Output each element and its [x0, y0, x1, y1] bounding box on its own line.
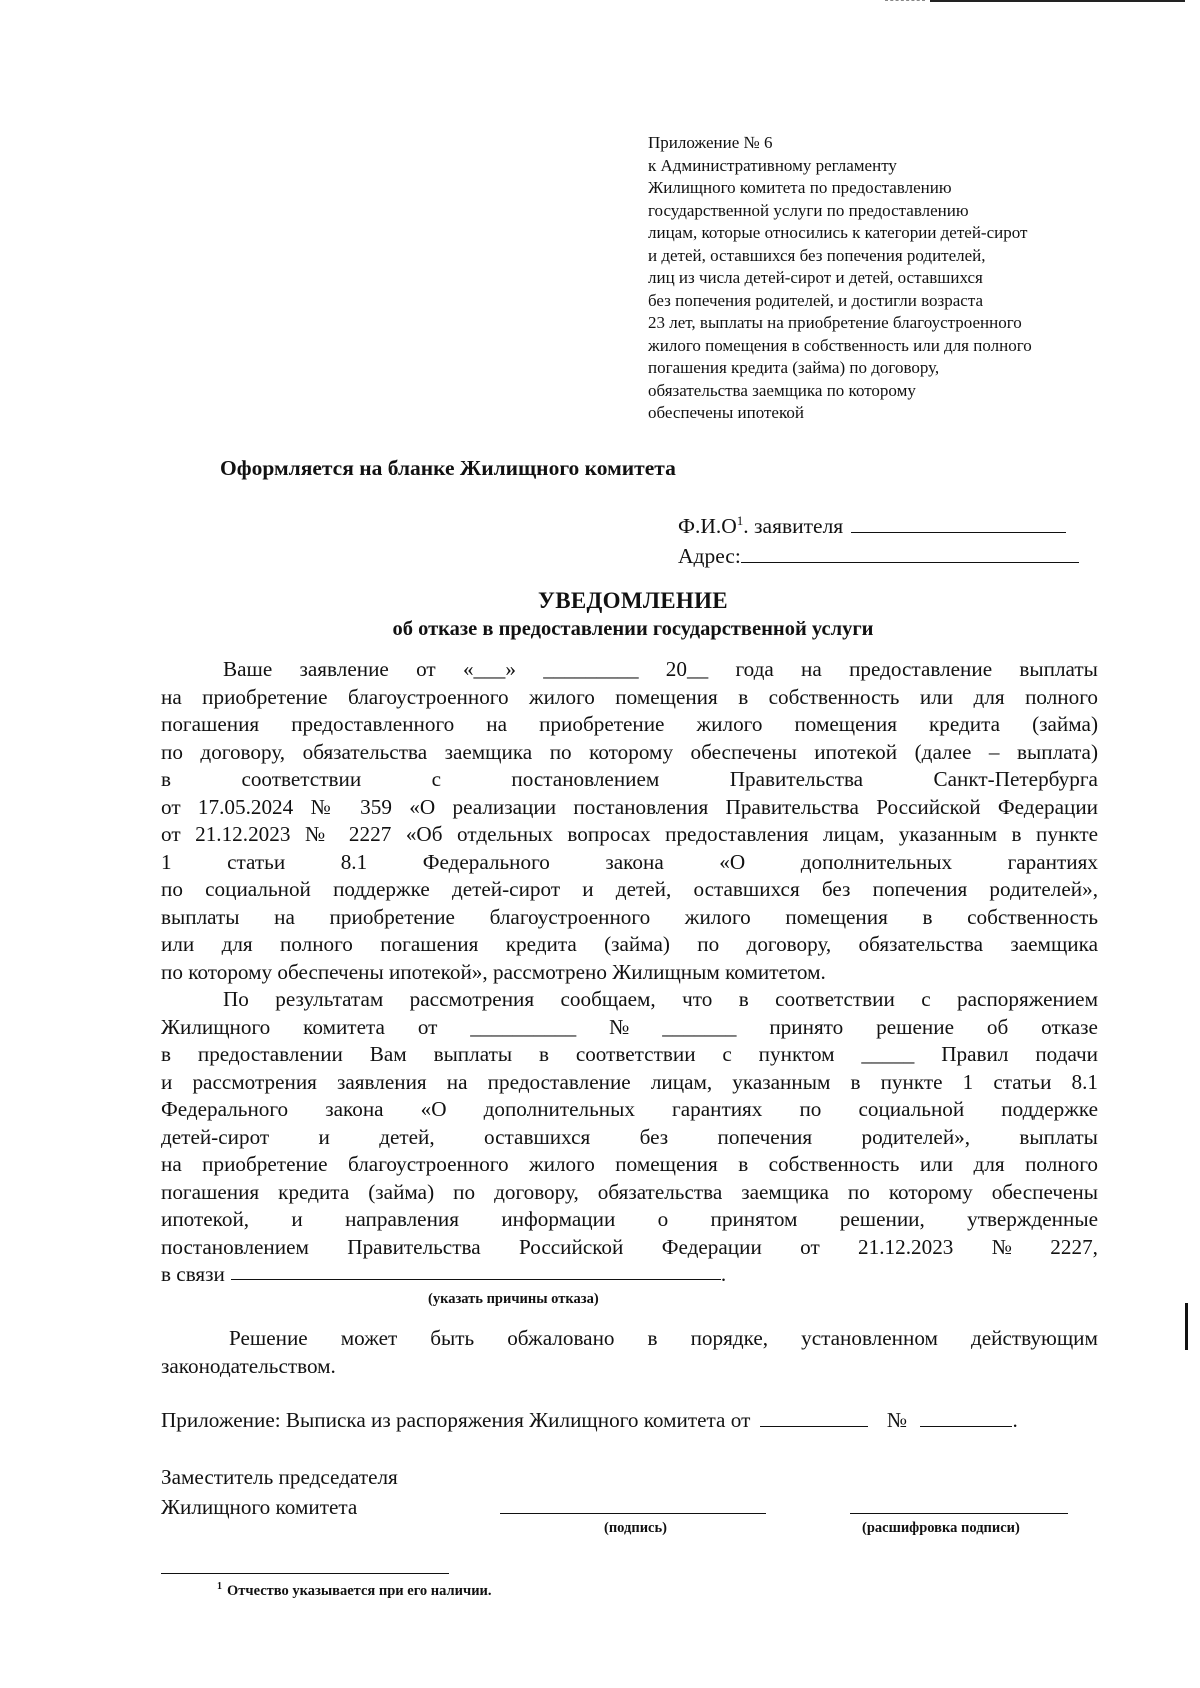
word: принятом	[710, 1207, 798, 1231]
word: Правительства	[729, 767, 864, 791]
word: без	[639, 1124, 669, 1149]
p1-line-8	[161, 849, 1098, 877]
word: статьи	[227, 849, 286, 874]
line-text: в предоставлении Вам выплаты в соответствии с пунктом _____ Правил подачи	[161, 1042, 1098, 1066]
p1-line-5	[161, 766, 1098, 794]
word: Федерального	[422, 849, 550, 874]
line-text: погашения предоставленного на приобретение жилого помещения кредита (займа)	[161, 712, 1098, 736]
word: заявление	[299, 657, 389, 681]
word: года	[735, 657, 774, 681]
signer-position	[161, 1462, 398, 1522]
appeal-line-1	[161, 1324, 1098, 1352]
signature-decode-caption: (расшифровка подписи)	[862, 1520, 1020, 1536]
word: принято	[769, 1014, 844, 1039]
word: Ваше	[223, 657, 273, 681]
line-text: от 17.05.2024 № 359 «О реализации постановления Правительства Российской Федерации	[161, 794, 1098, 819]
word: Правительства	[347, 1234, 481, 1259]
word: ипотекой,	[161, 1207, 250, 1231]
appeal-line-2	[161, 1352, 1098, 1380]
word: 20__	[665, 657, 709, 681]
word: 8.1	[340, 849, 368, 874]
p1-line-7	[161, 821, 1098, 849]
word: комитета	[303, 1014, 385, 1039]
signature-decode-line	[850, 1513, 1068, 1514]
p1-line-3	[161, 711, 1098, 739]
word: и	[318, 1124, 330, 1149]
attachment-number-blank	[920, 1408, 1012, 1427]
attachment-date-blank	[760, 1408, 868, 1427]
p2-line-9	[161, 1206, 1098, 1234]
attachment-number-sign: №	[886, 1408, 908, 1432]
word: в	[161, 767, 172, 791]
word: родителей»,	[861, 1124, 971, 1149]
line-text: и рассмотрения заявления на предоставление лицам, указанным в пункте 1 статьи 8.1	[161, 1069, 1098, 1094]
line-text: погашения кредита (займа) по договору, обязательства заемщика по которому обеспечены	[161, 1179, 1098, 1204]
attachment-line	[161, 1408, 1121, 1433]
signer-position-line-2: Жилищного комитета	[161, 1495, 358, 1519]
applicant-name-field	[678, 512, 1066, 539]
word: _______	[662, 1014, 737, 1039]
p2-line-2	[161, 1014, 1098, 1042]
appendix-line: без попечения родителей, и достигли возраста	[648, 290, 984, 310]
appendix-header	[648, 132, 1118, 425]
word: детей,	[379, 1124, 435, 1149]
appendix-line: обязательства заемщика по которому	[648, 380, 916, 400]
scan-edge-dash	[885, 0, 925, 1]
appendix-line: Приложение № 6	[648, 133, 773, 152]
appendix-line: жилого помещения в собственность или для полного	[648, 335, 1032, 355]
scan-edge-line	[930, 0, 1185, 2]
line-text: от 21.12.2023 № 2227 «Об отдельных вопросах предоставления лицам, указанным в пункте	[161, 822, 1098, 846]
p1-line-2	[161, 684, 1098, 712]
word: быть	[430, 1326, 475, 1350]
document-subtitle: об отказе в предоставлении государственной услуги	[392, 618, 874, 640]
appendix-line: к Административному регламенту	[648, 155, 897, 175]
signer-position-line-1: Заместитель председателя	[161, 1465, 398, 1489]
blank-note: Оформляется на бланке Жилищного комитета	[220, 456, 676, 480]
appendix-line: Жилищного комитета по предоставлению	[648, 178, 952, 197]
word: обжаловано	[507, 1326, 615, 1350]
applicant-address-field	[678, 542, 1079, 569]
fio-suffix: . заявителя	[743, 514, 844, 538]
line-text: на приобретение благоустроенного жилого помещения в собственность или для полного	[161, 684, 1098, 709]
word: гарантиях	[1007, 849, 1098, 874]
appendix-line: погашения кредита (займа) по договору,	[648, 358, 940, 377]
p2-line-7	[161, 1151, 1098, 1179]
word: __________	[470, 1014, 577, 1039]
p2-line-11	[161, 1261, 1098, 1289]
p2-line-10	[161, 1234, 1098, 1262]
word: Решение	[229, 1326, 308, 1350]
fio-label: Ф.И.О	[678, 514, 737, 538]
word: детей-сирот	[161, 1124, 270, 1149]
word: и	[291, 1207, 303, 1231]
word: _________	[543, 657, 639, 681]
word: информации	[501, 1207, 616, 1231]
document-title: УВЕДОМЛЕНИЕ	[538, 588, 728, 613]
appendix-line: 23 лет, выплаты на приобретение благоустроенного	[648, 313, 1022, 332]
line-text: по социальной поддержке детей-сирот и детей, оставшихся без попечения родителей»,	[161, 877, 1098, 901]
notice-body	[161, 656, 1098, 1289]
attachment-text: Приложение: Выписка из распоряжения Жилищного комитета от	[161, 1408, 751, 1432]
word: Российской	[518, 1234, 624, 1259]
line-text: Федерального закона «О дополнительных гарантиях по социальной поддержке	[161, 1097, 1098, 1121]
word: действующим	[970, 1326, 1098, 1350]
reason-blank-line	[231, 1261, 721, 1280]
appendix-line: лиц из числа детей-сирот и детей, оставшихся	[648, 268, 983, 287]
word: решении,	[839, 1207, 925, 1231]
word: от	[417, 1014, 438, 1039]
line-text: по договору, обязательства заемщика по которому обеспечены ипотекой (далее – выплата)	[161, 739, 1098, 764]
p1-line-12-text: по которому обеспечены ипотекой», рассмотрено Жилищным комитетом.	[161, 959, 826, 984]
word: направления	[345, 1207, 460, 1231]
line-text: выплаты на приобретение благоустроенного жилого помещения в собственность	[161, 904, 1098, 929]
footnote-text: Отчество указывается при его наличии.	[227, 1582, 492, 1599]
word: 21.12.2023	[858, 1234, 954, 1259]
word: установленном	[801, 1326, 938, 1350]
word: отказе	[1041, 1014, 1098, 1039]
p1-line-1	[161, 656, 1098, 684]
p2-line-4	[161, 1069, 1098, 1097]
fio-footnote-mark: 1	[736, 512, 744, 528]
appendix-line: государственной услуги по предоставлению	[648, 200, 969, 220]
signature-line	[500, 1513, 766, 1514]
word: постановлением	[511, 767, 660, 791]
word: решение	[876, 1014, 954, 1039]
word: от	[416, 657, 436, 681]
p2-line-8	[161, 1179, 1098, 1207]
word: предоставление	[849, 657, 993, 681]
reason-end-dot: .	[720, 1262, 727, 1286]
word: порядке,	[690, 1326, 769, 1350]
word: может	[340, 1326, 398, 1350]
appeal-line-2-text: законодательством.	[161, 1354, 336, 1378]
p1-line-9	[161, 876, 1098, 904]
footnote-rule	[161, 1573, 449, 1574]
in-connection-label: в связи	[161, 1262, 225, 1286]
p2-line-3	[161, 1041, 1098, 1069]
fio-blank-line	[851, 512, 1066, 533]
p1-line-11	[161, 931, 1098, 959]
reason-caption: (указать причины отказа)	[428, 1291, 599, 1307]
appeal-paragraph	[161, 1324, 1098, 1380]
address-blank-line	[741, 542, 1079, 563]
word: Федерации	[661, 1234, 762, 1259]
word: попечения	[717, 1124, 813, 1149]
line-text: на приобретение благоустроенного жилого помещения в собственность или для полного	[161, 1152, 1098, 1176]
word: выплаты	[1019, 1124, 1098, 1149]
footnote	[217, 1581, 492, 1600]
line-text: По результатам рассмотрения сообщаем, что в соответствии с распоряжением	[223, 987, 1098, 1011]
word: 1	[161, 849, 172, 874]
word: №	[991, 1234, 1012, 1259]
word: соответствии	[241, 767, 362, 791]
appendix-line: и детей, оставшихся без попечения родителей,	[648, 245, 986, 265]
word: в	[647, 1326, 658, 1350]
word: №	[609, 1014, 630, 1039]
word: Жилищного	[161, 1014, 271, 1039]
p1-line-10	[161, 904, 1098, 932]
signature-caption: (подпись)	[604, 1520, 667, 1536]
word: «О	[719, 849, 746, 874]
word: с	[431, 767, 441, 791]
word: Санкт-Петербурга	[933, 767, 1098, 791]
p2-line-5	[161, 1096, 1098, 1124]
appendix-line: обеспечены ипотекой	[648, 403, 804, 422]
word: выплаты	[1019, 657, 1098, 681]
word: «___»	[462, 657, 516, 681]
word: оставшихся	[484, 1124, 591, 1149]
word: дополнительных	[800, 849, 953, 874]
word: о	[657, 1207, 669, 1231]
appendix-line: лицам, которые относились к категории детей-сирот	[648, 223, 1028, 242]
word: на	[801, 657, 822, 681]
p2-line-1	[161, 986, 1098, 1014]
word: об	[986, 1014, 1009, 1039]
line-text: или для полного погашения кредита (займа) по договору, обязательства заемщика	[161, 932, 1098, 956]
p2-line-6	[161, 1124, 1098, 1152]
word: постановлением	[161, 1234, 309, 1259]
p1-line-4	[161, 739, 1098, 767]
word: утвержденные	[967, 1207, 1098, 1231]
word: закона	[605, 849, 664, 874]
p1-line-6	[161, 794, 1098, 822]
p1-line-12	[161, 959, 1098, 987]
word: 2227,	[1050, 1234, 1098, 1259]
attachment-end: .	[1012, 1408, 1018, 1432]
scan-margin-mark	[1185, 1303, 1188, 1350]
footnote-mark: 1	[217, 1581, 222, 1592]
word: от	[800, 1234, 820, 1259]
address-label: Адрес:	[678, 544, 741, 568]
